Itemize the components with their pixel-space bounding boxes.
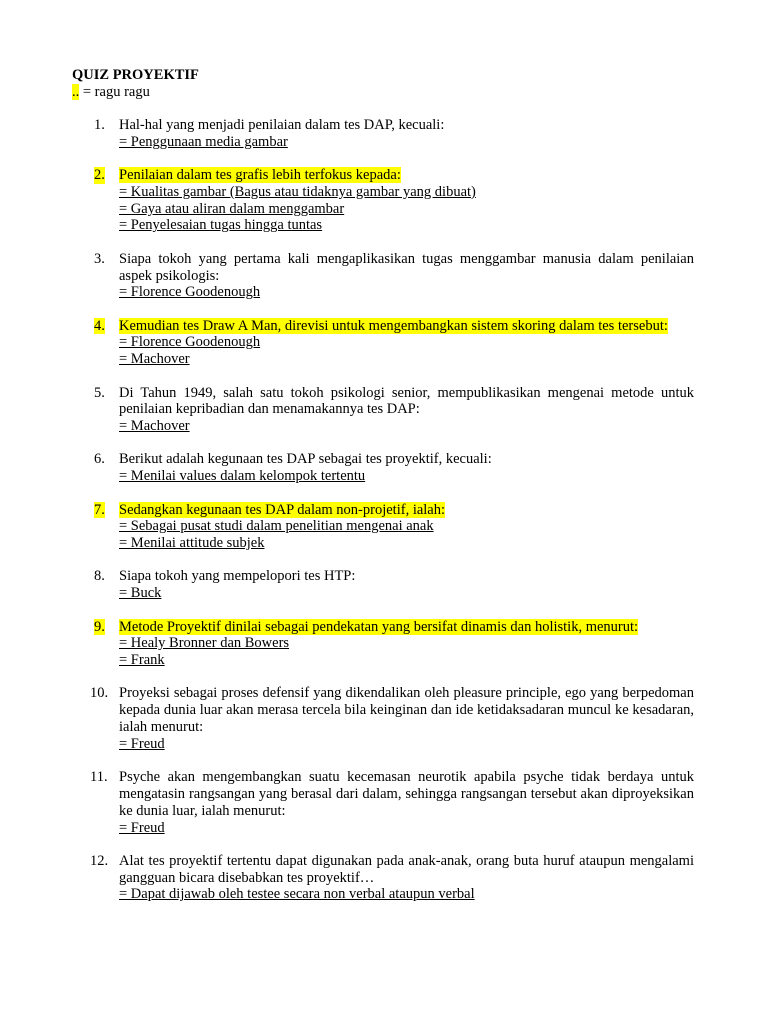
- question-number: 4.: [94, 317, 105, 334]
- question-text-content: Siapa tokoh yang pertama kali mengaplikasikan tugas menggambar manusia dalam penilaian aspek psikologis:: [119, 250, 694, 284]
- question-text: [119, 167, 694, 184]
- answer-line: = Dapat dijawab oleh testee secara non verbal ataupun verbal: [119, 886, 475, 903]
- answer-line: = Gaya atau aliran dalam menggambar: [119, 200, 345, 217]
- answer-line: = Menilai attitude subjek: [119, 535, 265, 552]
- question-text-content: Di Tahun 1949, salah satu tokoh psikologi senior, mempublikasikan mengenai metode untuk penilaian kepribadian dan menamakannya tes DAP:: [119, 384, 694, 418]
- answer-line: = Healy Bronner dan Bowers: [119, 635, 290, 652]
- question-list: [72, 117, 694, 903]
- answer-line: = Machover: [119, 351, 190, 368]
- question-number: 9.: [94, 618, 105, 635]
- question-item: [72, 853, 694, 903]
- question-text: [119, 318, 694, 335]
- question-item: [72, 318, 694, 368]
- legend-highlight-marker: ..: [72, 84, 80, 100]
- question-text: [119, 385, 694, 419]
- question-number: 2.: [94, 167, 105, 184]
- question-text-content: Proyeksi sebagai proses defensif yang dikendalikan oleh pleasure principle, ego yang berpedoman kepada dunia luar akan merasa tercela bila keinginan dan ide ketidaksadaran muncul ke kesadaran, ialah menurut:: [119, 685, 694, 736]
- answer-line: = Florence Goodenough: [119, 284, 261, 301]
- answer-line: = Penyelesaian tugas hingga tuntas: [119, 217, 323, 234]
- question-text: [119, 568, 694, 585]
- question-number: 11.: [90, 769, 108, 786]
- question-number: 5.: [94, 384, 105, 401]
- question-text-content: Metode Proyektif dinilai sebagai pendekatan yang bersifat dinamis dan holistik, menurut:: [119, 618, 639, 635]
- question-text: [119, 685, 694, 735]
- answer-line: = Sebagai pusat studi dalam penelitian mengenai anak: [119, 518, 434, 535]
- question-text: [119, 117, 694, 134]
- question-text-content: Berikut adalah kegunaan tes DAP sebagai tes proyektif, kecuali:: [119, 451, 492, 468]
- question-item: [72, 167, 694, 234]
- question-item: [72, 769, 694, 836]
- question-text: [119, 769, 694, 819]
- question-text: [119, 251, 694, 285]
- answer-line: = Frank: [119, 652, 165, 669]
- question-number: 7.: [94, 501, 105, 518]
- question-number: 12.: [90, 852, 109, 869]
- question-text: [119, 502, 694, 519]
- question-text-content: Sedangkan kegunaan tes DAP dalam non-projetif, ialah:: [119, 501, 446, 518]
- question-item: [72, 385, 694, 435]
- question-item: [72, 619, 694, 669]
- question-text-content: Siapa tokoh yang mempelopori tes HTP:: [119, 568, 356, 585]
- question-text-content: Psyche akan mengembangkan suatu kecemasan neurotik apabila psyche tidak berdaya untuk mengatasin rangsangan yang berasal dari dalam, sehingga rangsangan tersebut akan diproyeksikan ke dunia luar, ialah menurut:: [119, 769, 694, 819]
- answer-line: = Freud: [119, 735, 165, 752]
- question-item: [72, 685, 694, 752]
- question-number: 6.: [94, 451, 105, 468]
- legend-line: [72, 84, 694, 101]
- question-text-content: Hal-hal yang menjadi penilaian dalam tes DAP, kecuali:: [119, 117, 445, 133]
- answer-line: = Buck: [119, 585, 162, 602]
- question-number: 3.: [94, 250, 105, 267]
- page-title: QUIZ PROYEKTIF: [72, 67, 199, 83]
- answer-line: = Penggunaan media gambar: [119, 133, 288, 150]
- document-content: [72, 67, 694, 920]
- question-text: [119, 619, 694, 636]
- question-text-content: Penilaian dalam tes grafis lebih terfokus kepada:: [119, 167, 401, 184]
- question-item: [72, 568, 694, 602]
- question-text: [119, 451, 694, 468]
- question-text-content: Kemudian tes Draw A Man, direvisi untuk mengembangkan sistem skoring dalam tes tersebut:: [119, 317, 668, 334]
- answer-line: = Florence Goodenough: [119, 334, 261, 351]
- question-number: 8.: [94, 568, 105, 585]
- question-number: 10.: [90, 685, 109, 702]
- question-text-content: Alat tes proyektif tertentu dapat digunakan pada anak-anak, orang buta huruf ataupun mengalami gangguan bicara disebabkan tes proyektif…: [119, 852, 694, 886]
- legend-text: = ragu ragu: [79, 84, 150, 100]
- question-item: [72, 451, 694, 485]
- question-number: 1.: [94, 117, 105, 133]
- question-text: [119, 853, 694, 887]
- question-item: [72, 502, 694, 552]
- answer-line: = Freud: [119, 819, 165, 836]
- question-item: [72, 117, 694, 151]
- question-item: [72, 251, 694, 301]
- answer-line: = Kualitas gambar (Bagus atau tidaknya gambar yang dibuat): [119, 183, 476, 200]
- answer-line: = Menilai values dalam kelompok tertentu: [119, 468, 366, 485]
- answer-line: = Machover: [119, 418, 190, 435]
